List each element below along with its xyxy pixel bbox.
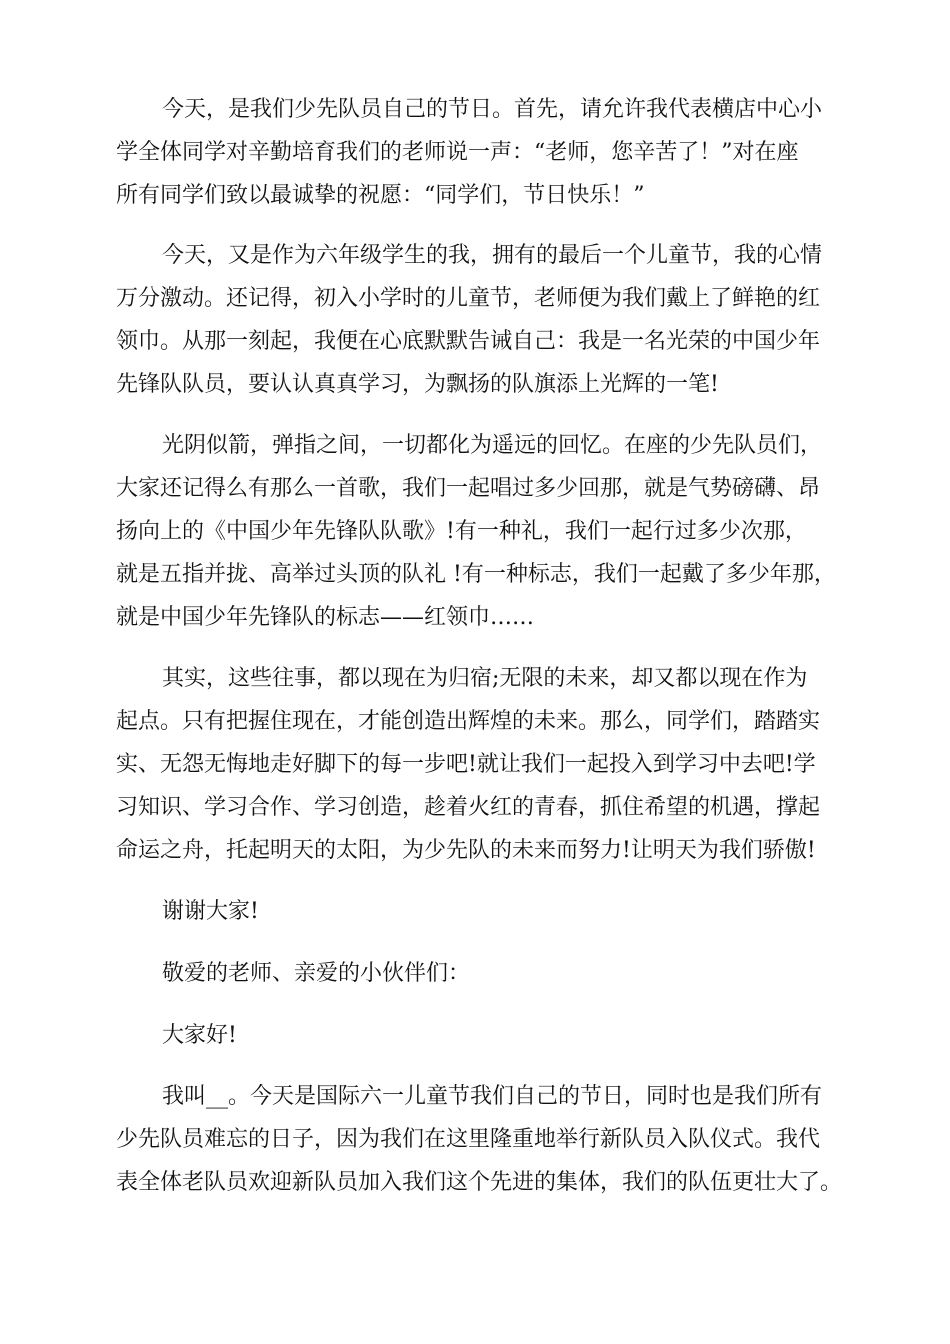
text-line: 少先队员难忘的日子，因为我们在这里隆重地举行新队员入队仪式。我代 bbox=[116, 1127, 821, 1152]
paragraph-memories bbox=[116, 424, 856, 639]
text-line: 学全体同学对辛勤培育我们的老师说一声：“老师，您辛苦了！”对在座 bbox=[116, 140, 799, 165]
paragraph-thanks bbox=[116, 890, 856, 933]
text-line: 大家还记得么有那么一首歌，我们一起唱过多少回那，就是气势磅礴、昂 bbox=[116, 476, 821, 501]
text-line: 今天，又是作为六年级学生的我，拥有的最后一个儿童节，我的心情 bbox=[162, 243, 823, 268]
text-line: 习知识、学习合作、学习创造，趁着火红的青春，抓住希望的机遇，撑起 bbox=[116, 795, 821, 820]
paragraph-future bbox=[116, 657, 856, 872]
text-line: 今天，是我们少先队员自己的节日。首先，请允许我代表横店中心小 bbox=[162, 97, 823, 122]
text-line: 敬爱的老师、亲爱的小伙伴们： bbox=[162, 961, 471, 986]
text-line: 命运之舟，托起明天的太阳，为少先队的未来而努力!让明天为我们骄傲! bbox=[116, 838, 816, 863]
text-line: 起点。只有把握住现在，才能创造出辉煌的未来。那么，同学们，踏踏实 bbox=[116, 709, 821, 734]
paragraph-greeting bbox=[116, 88, 856, 217]
text-line: 万分激动。还记得，初入小学时的儿童节，老师便为我们戴上了鲜艳的红 bbox=[116, 286, 821, 311]
paragraph-sixth-grade bbox=[116, 234, 856, 406]
text-line: 其实，这些往事，都以现在为归宿;无限的未来，却又都以现在作为 bbox=[162, 666, 808, 691]
paragraph-introduction bbox=[116, 1075, 856, 1204]
text-line: 扬向上的《中国少年先锋队队歌》!有一种礼，我们一起行过多少次那， bbox=[116, 519, 807, 544]
text-line: 表全体老队员欢迎新队员加入我们这个先进的集体，我们的队伍更壮大了。 bbox=[116, 1170, 843, 1195]
paragraph-salutation bbox=[116, 952, 856, 995]
text-line: 光阴似箭，弹指之间，一切都化为遥远的回忆。在座的少先队员们， bbox=[162, 433, 823, 458]
text-line: 所有同学们致以最诚挚的祝愿：“同学们，节日快乐！” bbox=[116, 183, 645, 208]
text-line: 我叫__。今天是国际六一儿童节我们自己的节日，同时也是我们所有 bbox=[162, 1084, 823, 1109]
text-line: 实、无怨无悔地走好脚下的每一步吧!就让我们一起投入到学习中去吧!学 bbox=[116, 752, 816, 777]
text-line: 大家好! bbox=[162, 1023, 237, 1048]
paragraph-hello bbox=[116, 1014, 856, 1057]
text-line: 就是五指并拢、高举过头顶的队礼 !有一种标志，我们一起戴了多少年那， bbox=[116, 562, 836, 587]
text-line: 就是中国少年先锋队的标志——红领巾…… bbox=[116, 605, 535, 630]
text-line: 谢谢大家! bbox=[162, 899, 259, 924]
text-line: 领巾。从那一刻起，我便在心底默默告诫自己：我是一名光荣的中国少年 bbox=[116, 329, 821, 354]
text-line: 先锋队队员，要认认真真学习，为飘扬的队旗添上光辉的一笔! bbox=[116, 372, 719, 397]
